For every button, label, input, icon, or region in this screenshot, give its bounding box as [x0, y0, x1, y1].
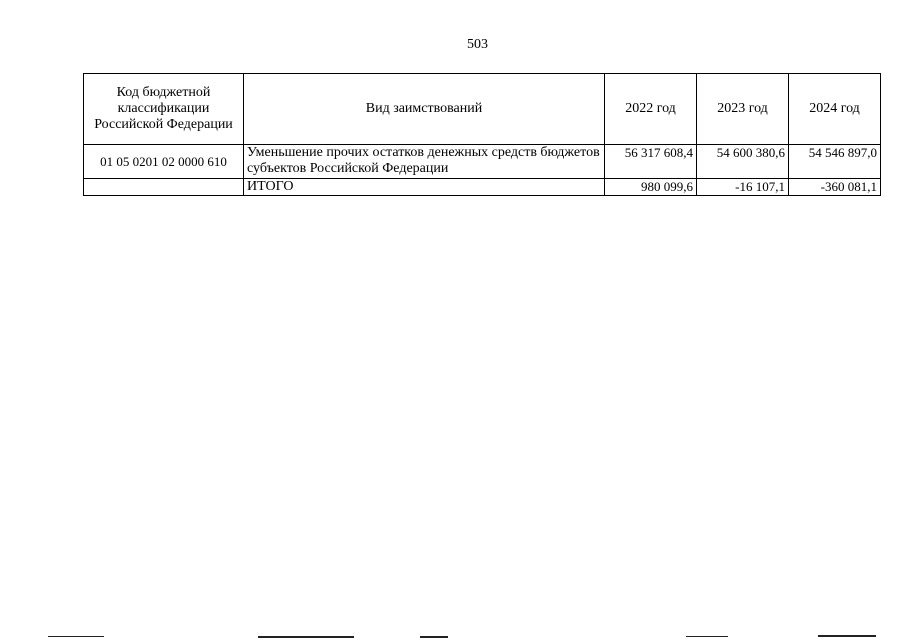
- total-row: [84, 179, 881, 196]
- scan-artifact: [48, 636, 104, 637]
- scan-artifact: [420, 636, 448, 638]
- total-value-2024: -360 081,1: [789, 179, 881, 196]
- scan-artifact: [258, 636, 354, 638]
- row-value-2024: 54 546 897,0: [789, 145, 881, 179]
- scan-artifact: [686, 636, 728, 637]
- header-2023: 2023 год: [697, 74, 789, 145]
- total-code: [84, 179, 244, 196]
- table-row: [84, 145, 881, 179]
- scan-artifact: [818, 635, 876, 637]
- total-value-2022: 980 099,6: [605, 179, 697, 196]
- row-description: Уменьшение прочих остатков денежных средств бюджетов субъектов Российской Федерации: [244, 145, 605, 179]
- row-value-2023: 54 600 380,6: [697, 145, 789, 179]
- header-2022: 2022 год: [605, 74, 697, 145]
- row-value-2022: 56 317 608,4: [605, 145, 697, 179]
- header-code: Код бюджетной классификации Российской Федерации: [84, 74, 244, 145]
- table-header-row: [84, 74, 881, 145]
- total-value-2023: -16 107,1: [697, 179, 789, 196]
- header-borrowing-type: Вид заимствований: [244, 74, 605, 145]
- borrowing-table: [83, 73, 881, 196]
- total-label: ИТОГО: [244, 179, 605, 196]
- row-code: 01 05 0201 02 0000 610: [84, 145, 244, 179]
- page-number: 503: [467, 37, 488, 52]
- header-2024: 2024 год: [789, 74, 881, 145]
